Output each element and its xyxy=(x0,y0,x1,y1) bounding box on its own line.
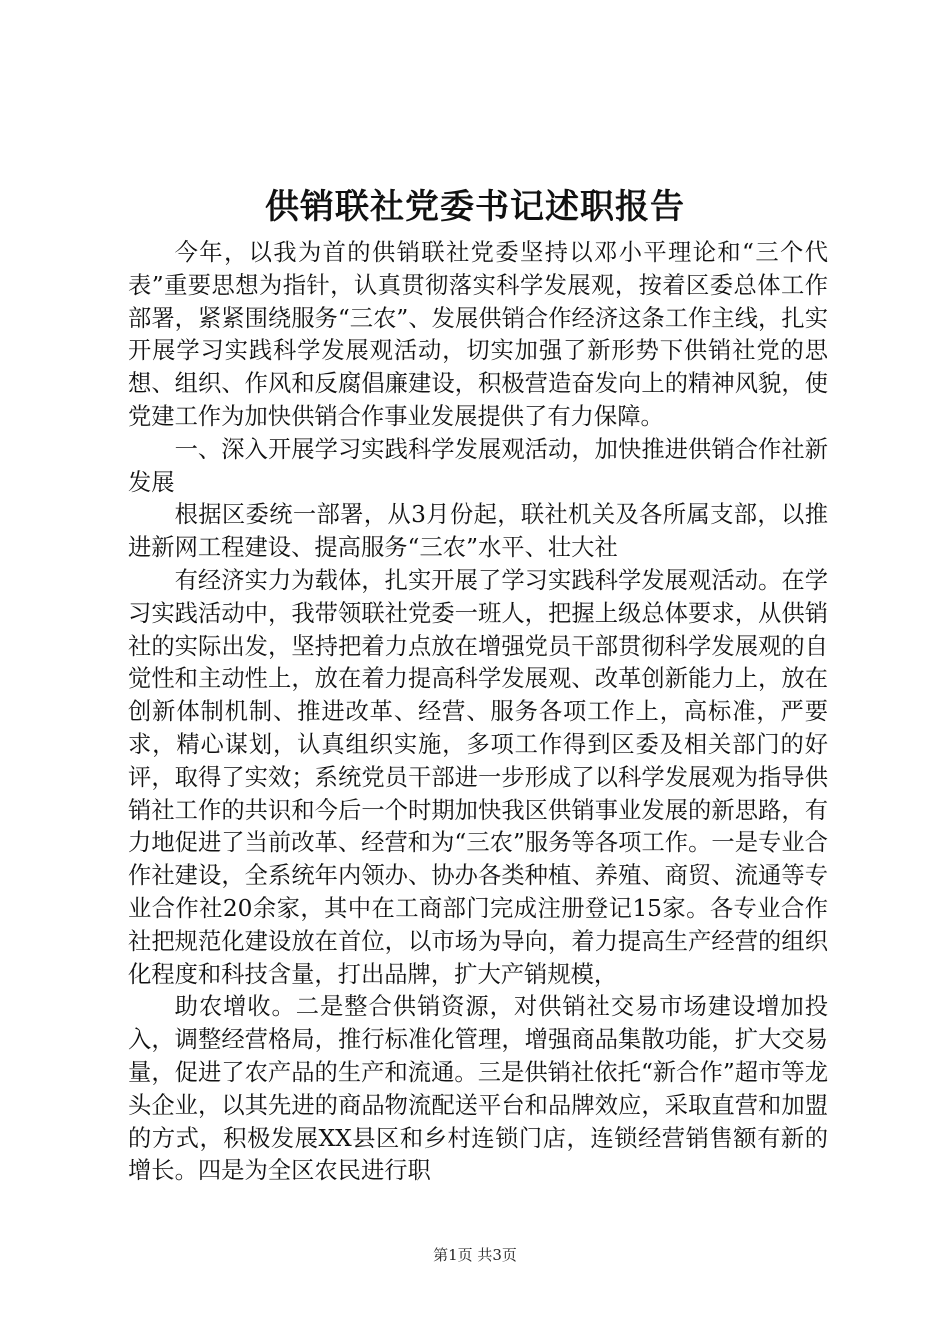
section-heading-1: 一、深入开展学习实践科学发展观活动，加快推进供销合作社新发展 xyxy=(128,435,828,496)
paragraph-results: 助农增收。二是整合供销资源，对供销社交易市场建设增加投入，调整经营格局，推行标准化管理，增强商品集散功能，扩大交易量，促进了农产品的生产和流通。三是供销社依托“新合作”超市等龙头企业，以其先进的商品物流配送平台和品牌效应，采取直营和加盟的方式，积极发展XX县区和乡村连锁门店，连锁经营销售额有新的增长。四是为全区农民进行职 xyxy=(128,993,828,1185)
document-body xyxy=(128,237,828,1188)
page-footer: 第1页 共3页 xyxy=(433,1246,517,1264)
paragraph-deployment: 根据区委统一部署，从3月份起，联社机关及各所属支部，以推进新网工程建设、提高服务“三农”水平、壮大社 xyxy=(128,501,828,562)
document-title: 供销联社党委书记述职报告 xyxy=(265,187,685,227)
paragraph-activities: 有经济实力为载体，扎实开展了学习实践科学发展观活动。在学习实践活动中，我带领联社党委一班人，把握上级总体要求，从供销社的实际出发，坚持把着力点放在增强党员干部贯彻科学发展观的自觉性和主动性上，放在着力提高科学发展观、改革创新能力上，放在创新体制机制、推进改革、经营、服务各项工作上，高标准，严要求，精心谋划，认真组织实施，多项工作得到区委及相关部门的好评，取得了实效；系统党员干部进一步形成了以科学发展观为指导供销社工作的共识和今后一个时期加快我区供销事业发展的新思路，有力地促进了当前改革、经营和为“三农”服务等各项工作。一是专业合作社建设，全系统年内领办、协办各类种植、养殖、商贸、流通等专业合作社20余家，其中在工商部门完成注册登记15家。各专业合作社把规范化建设放在首位，以市场为导向，着力提高生产经营的组织化程度和科技含量，打出品牌，扩大产销规模， xyxy=(128,566,828,988)
paragraph-intro: 今年，以我为首的供销联社党委坚持以邓小平理论和“三个代表”重要思想为指针，认真贯彻落实科学发展观，按着区委总体工作部署，紧紧围绕服务“三农”、发展供销合作经济这条工作主线，扎实开展学习实践科学发展观活动，切实加强了新形势下供销社党的思想、组织、作风和反腐倡廉建设，积极营造奋发向上的精神风貌，使党建工作为加快供销合作事业发展提供了有力保障。 xyxy=(128,239,828,430)
